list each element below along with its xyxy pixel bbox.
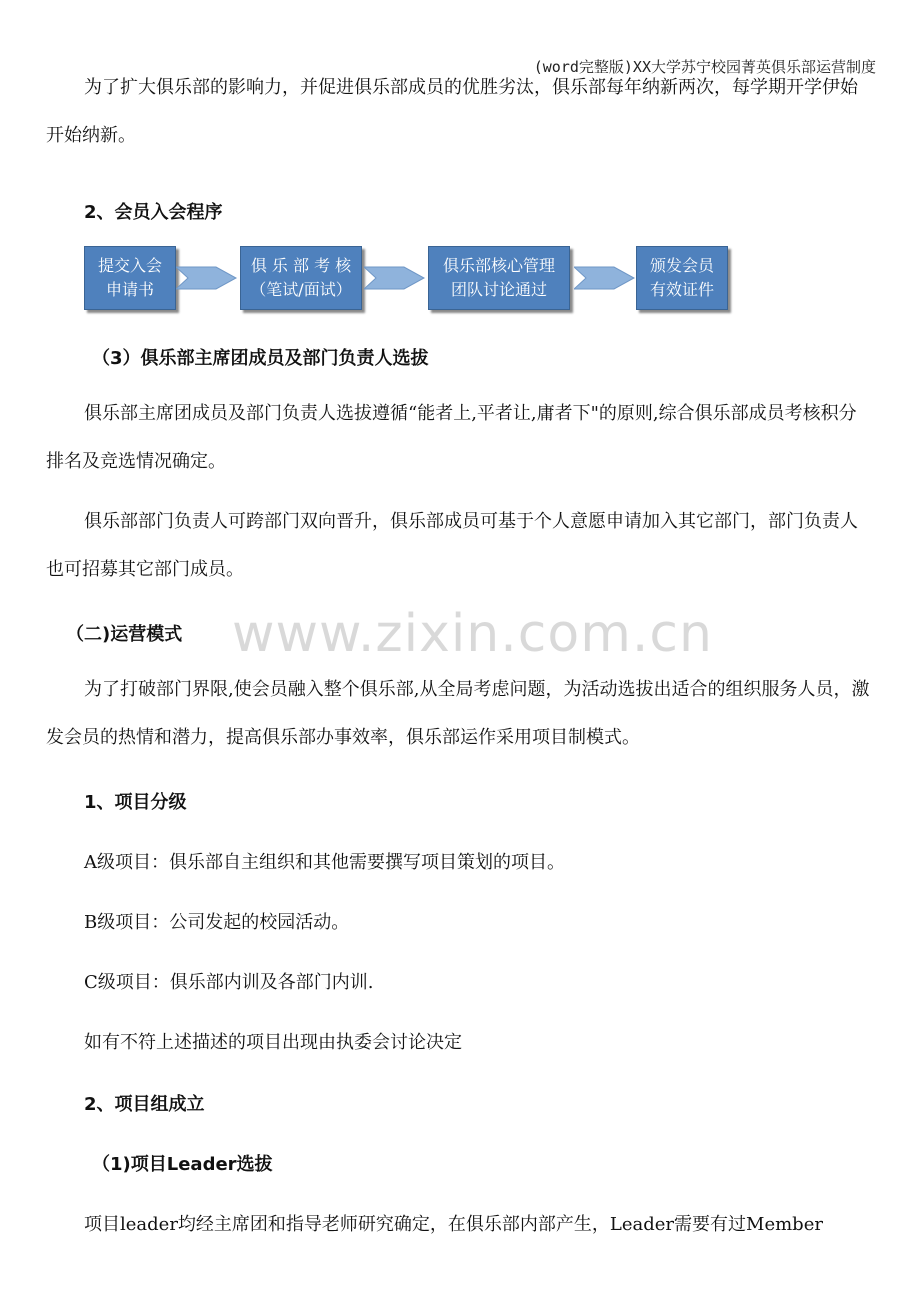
flow-arrow-2-icon bbox=[364, 262, 426, 294]
flow-arrow-3-icon bbox=[574, 262, 636, 294]
paragraph-selection-principle bbox=[46, 390, 872, 486]
grade-b-line: B级项目：公司发起的校园活动。 bbox=[84, 912, 350, 933]
flow-arrow-1-icon bbox=[176, 262, 238, 294]
paragraph-project-mode bbox=[46, 666, 872, 762]
watermark-text: www.zixin.com.cn bbox=[232, 604, 713, 664]
flow-step-issue-membership-card bbox=[636, 246, 728, 310]
flow-step-2-line2: （笔试/面试） bbox=[250, 280, 352, 299]
document-header-title: (word完整版)XX大学苏宁校园菁英俱乐部运营制度 bbox=[533, 58, 876, 76]
paragraph-recruitment bbox=[46, 64, 872, 160]
paragraph-department-promotion-text: 俱乐部部门负责人可跨部门双向晋升，俱乐部成员可基于个人意愿申请加入其它部门，部门负责人也可招募其它部门成员。 bbox=[46, 511, 858, 580]
heading-operation-model: （二)运营模式 bbox=[66, 624, 183, 645]
flow-step-4-line2: 有效证件 bbox=[649, 280, 714, 299]
paragraph-department-promotion bbox=[46, 498, 872, 594]
flow-step-1-line2: 申请书 bbox=[105, 280, 154, 299]
heading-membership-procedure: 2、会员入会程序 bbox=[84, 202, 223, 223]
flow-step-3-line1: 俱乐部核心管理 bbox=[442, 256, 555, 275]
flow-step-core-team-approval bbox=[428, 246, 570, 310]
grade-c-line: C级项目：俱乐部内训及各部门内训. bbox=[84, 972, 374, 993]
flow-step-4-line1: 颁发会员 bbox=[649, 256, 714, 275]
heading-project-leader-selection: （1)项目Leader选拔 bbox=[92, 1154, 273, 1175]
paragraph-selection-principle-text: 俱乐部主席团成员及部门负责人选拔遵循“能者上,平者让,庸者下"的原则,综合俱乐部成员考核积分排名及竞选情况确定。 bbox=[46, 403, 857, 472]
flow-step-3-line2: 团队讨论通过 bbox=[450, 280, 547, 299]
grade-other-line: 如有不符上述描述的项目出现由执委会讨论决定 bbox=[84, 1032, 462, 1053]
flow-step-club-assessment bbox=[240, 246, 362, 310]
flow-step-submit-application bbox=[84, 246, 176, 310]
heading-leader-selection: （3）俱乐部主席团成员及部门负责人选拔 bbox=[92, 348, 429, 369]
heading-project-grading: 1、项目分级 bbox=[84, 792, 187, 813]
flow-step-2-line1: 俱 乐 部 考 核 bbox=[250, 256, 352, 275]
grade-a-line: A级项目：俱乐部自主组织和其他需要撰写项目策划的项目。 bbox=[84, 852, 565, 873]
flow-step-1-line1: 提交入会 bbox=[97, 256, 162, 275]
paragraph-project-mode-text: 为了打破部门界限,使会员融入整个俱乐部,从全局考虑问题，为活动选拔出适合的组织服务人员，激发会员的热情和潜力，提高俱乐部办事效率，俱乐部运作采用项目制模式。 bbox=[46, 679, 870, 748]
paragraph-recruitment-text: 为了扩大俱乐部的影响力，并促进俱乐部成员的优胜劣汰，俱乐部每年纳新两次，每学期开学伊始开始纳新。 bbox=[46, 77, 858, 146]
paragraph-leader-selection: 项目leader均经主席团和指导老师研究确定，在俱乐部内部产生，Leader需要有过Member bbox=[84, 1214, 823, 1235]
membership-flowchart bbox=[84, 246, 784, 316]
heading-project-team-setup: 2、项目组成立 bbox=[84, 1094, 205, 1115]
